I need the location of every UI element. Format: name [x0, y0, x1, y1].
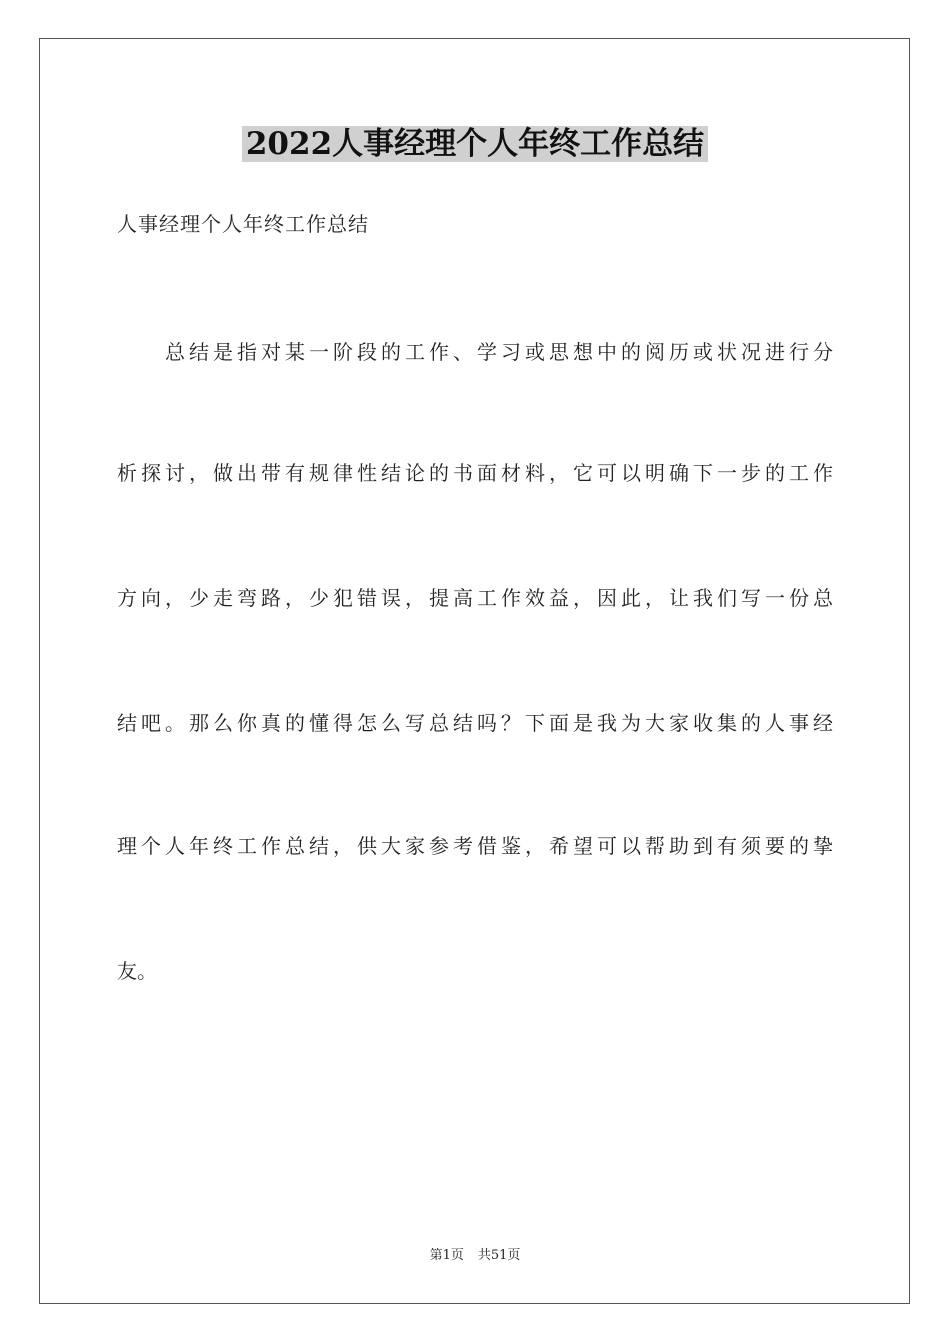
paragraph-line-4: 结吧。那么你真的懂得怎么写总结吗？下面是我为大家收集的人事经 [117, 711, 833, 735]
document-subtitle: 人事经理个人年终工作总结 [117, 212, 369, 236]
paragraph-line-3: 方向，少走弯路，少犯错误，提高工作效益，因此，让我们写一份总 [117, 586, 833, 610]
paragraph-line-5: 理个人年终工作总结，供大家参考借鉴，希望可以帮助到有须要的挚 [117, 834, 833, 858]
page-footer [0, 1246, 950, 1266]
page-total: 共51页 [477, 1248, 521, 1263]
page-number: 第1页 [429, 1248, 464, 1263]
paragraph-line-2: 析探讨，做出带有规律性结论的书面材料，它可以明确下一步的工作 [117, 461, 833, 485]
document-title [0, 122, 950, 166]
paragraph-line-6: 友。 [117, 959, 157, 983]
document-title-text: 2022人事经理个人年终工作总结 [242, 126, 708, 162]
paragraph-line-1: 总结是指对某一阶段的工作、学习或思想中的阅历或状况进行分 [165, 340, 833, 364]
